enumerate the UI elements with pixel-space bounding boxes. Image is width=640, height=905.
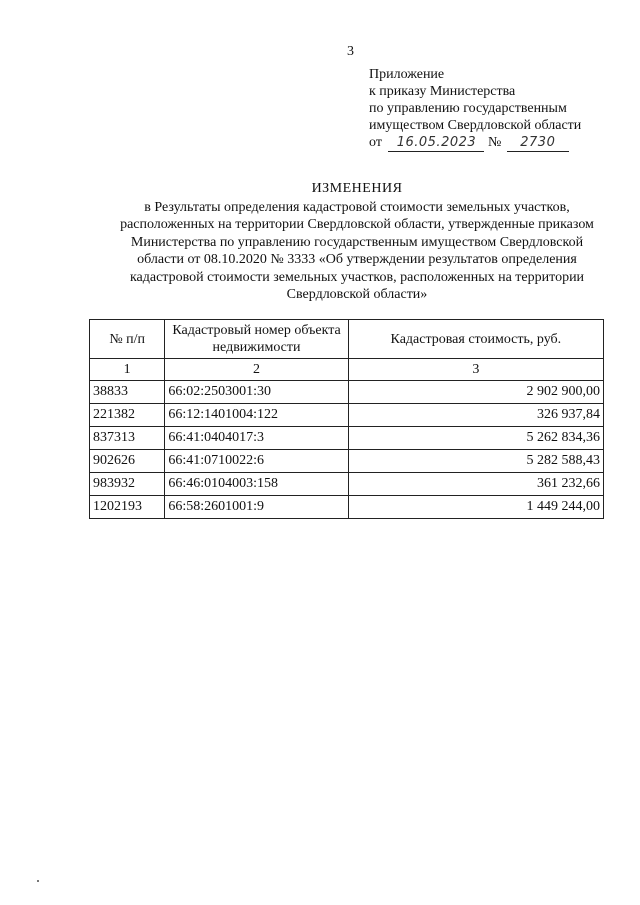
- table-row: [90, 427, 604, 450]
- column-header-cadastral-value: Кадастровая стоимость, руб.: [348, 320, 603, 359]
- subtitle-line: Свердловской области»: [286, 287, 428, 303]
- column-index: 1: [90, 359, 165, 381]
- table-row: [90, 473, 604, 496]
- cadastral-value: 361 232,66: [348, 473, 603, 496]
- document-title: ИЗМЕНЕНИЯ: [311, 181, 403, 196]
- table-row: [90, 450, 604, 473]
- cadastral-number: 66:46:0104003:158: [165, 473, 348, 496]
- row-number: 902626: [90, 450, 165, 473]
- subtitle-line: в Результаты определения кадастровой стоимости земельных участков,: [144, 200, 570, 215]
- cadastral-number: 66:12:1401004:122: [165, 404, 348, 427]
- column-index: 3: [348, 359, 603, 381]
- cadastral-number: 66:41:0404017:3: [165, 427, 348, 450]
- order-number: 2730: [507, 134, 569, 152]
- cadastral-number: 66:58:2601001:9: [165, 496, 348, 519]
- row-number: 983932: [90, 473, 165, 496]
- number-label: №: [487, 135, 502, 150]
- cadastral-number: 66:41:0710022:6: [165, 450, 348, 473]
- table-row: [90, 496, 604, 519]
- cadastral-value: 5 282 588,43: [348, 450, 603, 473]
- table-row: [90, 404, 604, 427]
- cadastral-value: 2 902 900,00: [348, 381, 603, 404]
- cadastral-value: 1 449 244,00: [348, 496, 603, 519]
- appendix-block: [369, 66, 581, 152]
- appendix-line: к приказу Министерства: [369, 84, 516, 99]
- subtitle-line: области от 08.10.2020 № 3333 «Об утверждении результатов определения: [137, 252, 577, 268]
- row-number: 38833: [90, 381, 165, 404]
- from-label: от: [369, 135, 382, 150]
- appendix-line: Приложение: [369, 67, 445, 82]
- document-subtitle: [90, 199, 624, 303]
- order-date: 16.05.2023: [388, 134, 484, 152]
- column-header-number: № п/п: [90, 320, 165, 359]
- table-row: [90, 381, 604, 404]
- cadastral-value-table: [89, 319, 604, 519]
- column-header-cadastral-number: Кадастровый номер объекта недвижимости: [165, 320, 348, 359]
- appendix-line: имуществом Свердловской области: [369, 118, 582, 133]
- cadastral-number: 66:02:2503001:30: [165, 381, 348, 404]
- column-index-row: [90, 359, 604, 381]
- page-number: 3: [347, 44, 354, 59]
- row-number: 221382: [90, 404, 165, 427]
- scan-dot: [37, 880, 39, 882]
- order-date-number-line: [369, 134, 581, 152]
- table-header-row: [90, 320, 604, 359]
- cadastral-value: 326 937,84: [348, 404, 603, 427]
- subtitle-line: Министерства по управлению государственным имуществом Свердловской: [130, 234, 584, 250]
- subtitle-line: кадастровой стоимости земельных участков, расположенных на территории: [129, 269, 585, 285]
- row-number: 837313: [90, 427, 165, 450]
- appendix-line: по управлению государственным: [369, 101, 567, 116]
- column-index: 2: [165, 359, 348, 381]
- row-number: 1202193: [90, 496, 165, 519]
- subtitle-line: расположенных на территории Свердловской области, утвержденные приказом: [120, 217, 594, 233]
- cadastral-value: 5 262 834,36: [348, 427, 603, 450]
